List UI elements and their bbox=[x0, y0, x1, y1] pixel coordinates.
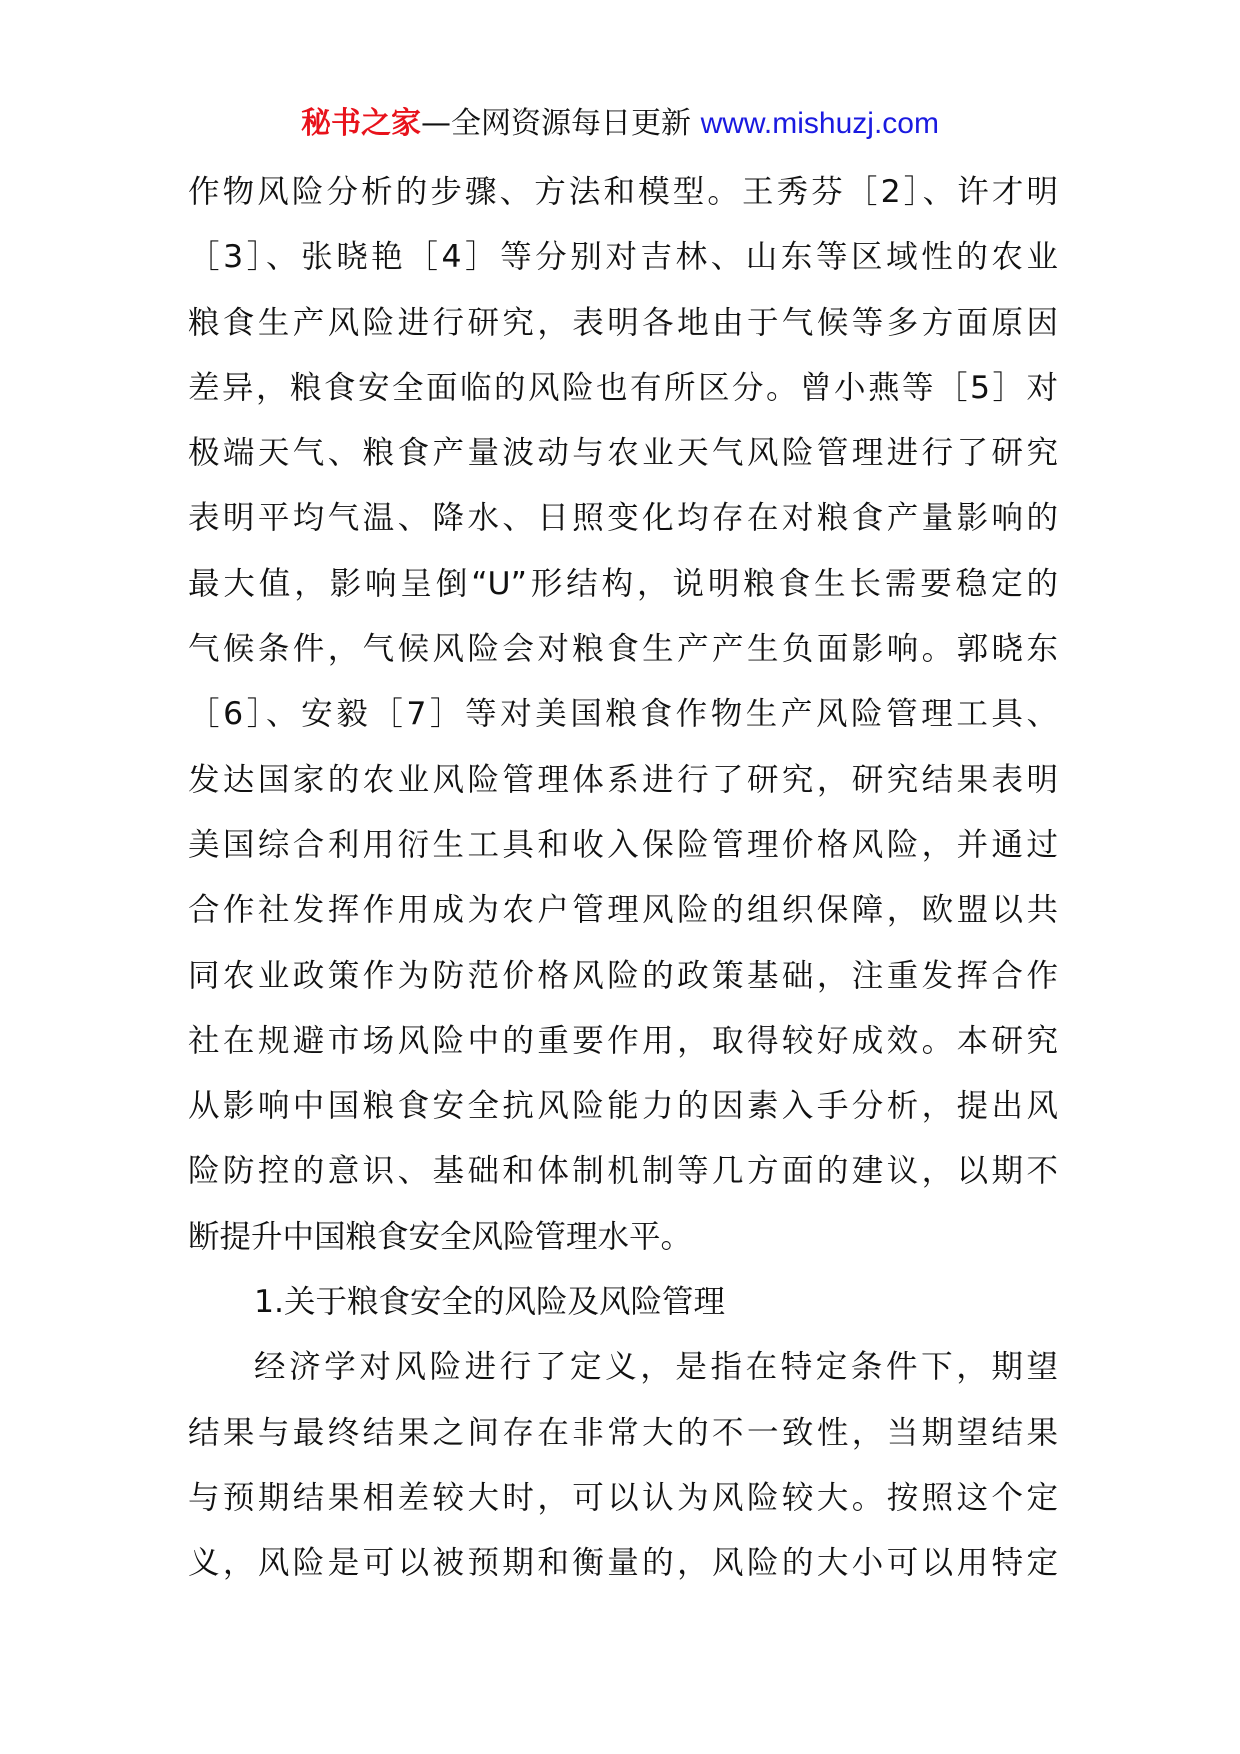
body-line: 险防控的意识、基础和体制机制等几方面的建议，以期不 bbox=[188, 1153, 1058, 1190]
body-line: 结果与最终结果之间存在非常大的不一致性，当期望结果 bbox=[188, 1414, 1058, 1451]
body-line: 美国综合利用衍生工具和收入保险管理价格风险，并通过 bbox=[188, 826, 1058, 863]
body-line: 表明平均气温、降水、日照变化均存在对粮食产量影响的 bbox=[188, 500, 1058, 537]
body-line: 社在规避市场风险中的重要作用，取得较好成效。本研究 bbox=[188, 1022, 1058, 1059]
body-line: 气候条件，气候风险会对粮食生产产生负面影响。郭晓东 bbox=[188, 631, 1058, 668]
body-line: 义，风险是可以被预期和衡量的，风险的大小可以用特定 bbox=[188, 1545, 1058, 1582]
body-line: 合作社发挥作用成为农户管理风险的组织保障，欧盟以共 bbox=[188, 892, 1058, 929]
body-line: 极端天气、粮食产量波动与农业天气风险管理进行了研究 bbox=[188, 435, 1058, 472]
site-header bbox=[0, 102, 1240, 146]
site-url-link[interactable]: www.mishuzj.com bbox=[700, 107, 939, 140]
body-line: 与预期结果相差较大时，可以认为风险较大。按照这个定 bbox=[188, 1479, 1058, 1516]
body-line: 同农业政策作为防范价格风险的政策基础，注重发挥合作 bbox=[188, 957, 1058, 994]
body-line: 差异，粮食安全面临的风险也有所区分。曾小燕等［5］对 bbox=[188, 369, 1058, 406]
site-tagline: —全网资源每日更新 bbox=[421, 106, 701, 141]
body-line: 粮食生产风险进行研究，表明各地由于气候等多方面原因 bbox=[188, 304, 1058, 341]
body-line: ［6］、安毅［7］等对美国粮食作物生产风险管理工具、 bbox=[188, 696, 1058, 733]
body-line: ［3］、张晓艳［4］等分别对吉林、山东等区域性的农业 bbox=[188, 239, 1058, 276]
body-line: 发达国家的农业风险管理体系进行了研究，研究结果表明 bbox=[188, 761, 1058, 798]
body-line: 从影响中国粮食安全抗风险能力的因素入手分析，提出风 bbox=[188, 1088, 1058, 1125]
body-line-last: 断提升中国粮食安全风险管理水平。 bbox=[188, 1218, 693, 1255]
body-line: 最大值，影响呈倒“U”形结构，说明粮食生长需要稳定的 bbox=[188, 565, 1058, 602]
section-heading: 1.关于粮食安全的风险及风险管理 bbox=[254, 1284, 726, 1321]
body-line: 作物风险分析的步骤、方法和模型。王秀芬［2］、许才明 bbox=[188, 174, 1058, 210]
site-brand: 秘书之家 bbox=[301, 106, 422, 141]
article-body bbox=[188, 160, 1058, 1597]
body-line-first: 经济学对风险进行了定义，是指在特定条件下，期望 bbox=[254, 1349, 1058, 1386]
